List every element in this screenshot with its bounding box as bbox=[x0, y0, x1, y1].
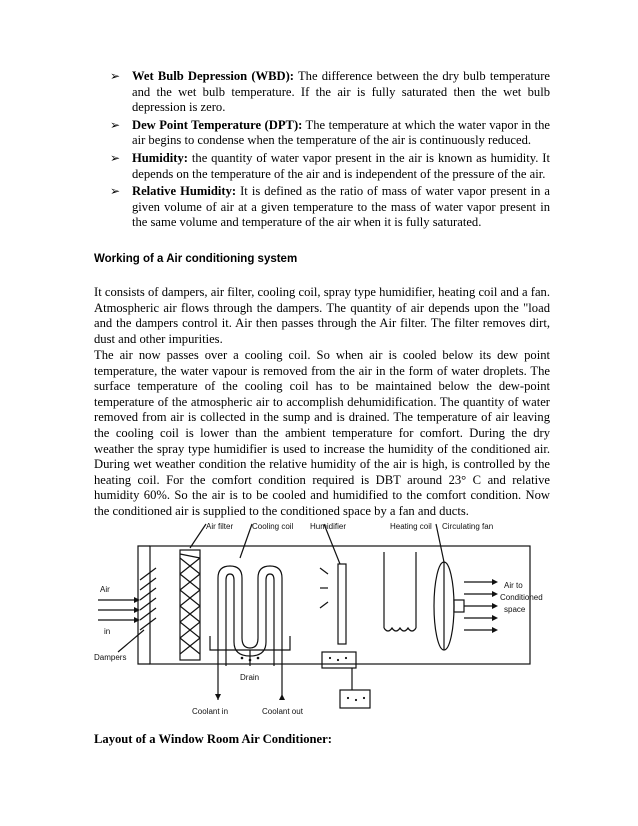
air-in-label: in bbox=[104, 627, 111, 636]
definition-term: Relative Humidity: bbox=[132, 184, 237, 199]
air-conditioner-diagram bbox=[94, 518, 550, 718]
definition-text: The temperature at which the water vapor in the air begins to condense when the temperature of the air is continuously reduced. bbox=[132, 117, 550, 148]
coolant-in-label: Coolant in bbox=[192, 707, 229, 716]
cooling-coil-label: Cooling coil bbox=[252, 522, 294, 531]
definition-term: Humidity: bbox=[132, 150, 188, 165]
definition-term: Wet Bulb Depression (WBD): bbox=[132, 69, 295, 83]
dampers-icon bbox=[140, 568, 156, 630]
diagram-caption: Layout of a Window Room Air Conditioner: bbox=[94, 732, 332, 746]
definition-text: the quantity of water vapor present in the air is known as humidity. It depends on the temperature of the air and is independent of the pressure of the air. bbox=[132, 150, 550, 181]
arrow-bullet-icon: ➢ bbox=[110, 117, 121, 132]
arrow-bullet-icon: ➢ bbox=[110, 184, 121, 199]
definition-item bbox=[110, 118, 550, 149]
air-in-label: Air bbox=[100, 585, 110, 594]
humidifier-label: Humidifier bbox=[310, 522, 347, 531]
heating-coil-icon bbox=[384, 552, 416, 631]
paragraph-intro: It consists of dampers, air filter, cooling coil, spray type humidifier, heating coil and a fan. Atmospheric air flows through the dampers. The quantity of air depends upon the "load and the dampers control it. Air then passes through the Air filter. The filter removes dirt, dust and other impurities. bbox=[94, 285, 550, 346]
coolant-out-label: Coolant out bbox=[262, 707, 303, 716]
air-inlet-arrows-icon bbox=[98, 600, 134, 620]
space-label: space bbox=[504, 605, 526, 614]
definition-item bbox=[110, 69, 550, 116]
paragraph-process: The air now passes over a cooling coil. So when air is cooled below its dew point temperature, the water vapour is removed from the air in the form of water droplets. The surface temperature of the cooling coil has to be maintained below the dew-point temperature of the atmospheric air to accomplish dehumidification. The quantity of water removed from air is collected in the sump and is drained. The temperature of air leaving the cooling coil is lower than the ambient temperature for comfort. During the dry weather the spray type humidifier is used to increase the humidity of the conditioned air. During wet weather condition the relative humidity of the air is high, is controlled by the heating coil. For the comfort condition required is DBT around 23° C and relative humidity 60%. So the air is to be cooled and humidified to the comfort condition. Now the conditioned air is supplied to the conditioned space by a fan and ducts. bbox=[94, 348, 550, 518]
air-outlet-arrows-icon bbox=[464, 582, 492, 630]
air-filter-label: Air filter bbox=[206, 522, 234, 531]
definition-term: Dew Point Temperature (DPT): bbox=[132, 117, 303, 132]
arrow-bullet-icon: ➢ bbox=[110, 69, 121, 83]
definition-list bbox=[110, 69, 550, 233]
dampers-label: Dampers bbox=[94, 653, 127, 662]
air-filter-icon bbox=[180, 550, 200, 660]
definition-text: The difference between the dry bulb temperature and the wet bulb temperature. If the air is fully saturated then the wet bulb depression is zero. bbox=[132, 69, 550, 115]
circulating-fan-label: Circulating fan bbox=[442, 522, 494, 531]
definition-text: It is defined as the ratio of mass of water vapor present in a given volume of air at a given temperature to the mass of water vapor present in the same volume and temperature of the air when it is fully saturated. bbox=[132, 184, 550, 230]
conditioned-label: Conditioned bbox=[500, 593, 543, 602]
air-to-label: Air to bbox=[504, 581, 523, 590]
circulating-fan-icon bbox=[434, 562, 464, 650]
drain-label: Drain bbox=[240, 673, 260, 682]
definition-item bbox=[110, 151, 550, 182]
definition-item bbox=[110, 184, 550, 231]
section-heading: Working of a Air conditioning system bbox=[94, 253, 298, 265]
arrow-bullet-icon: ➢ bbox=[110, 150, 121, 165]
humidifier-icon bbox=[320, 564, 370, 708]
heating-coil-label: Heating coil bbox=[390, 522, 432, 531]
